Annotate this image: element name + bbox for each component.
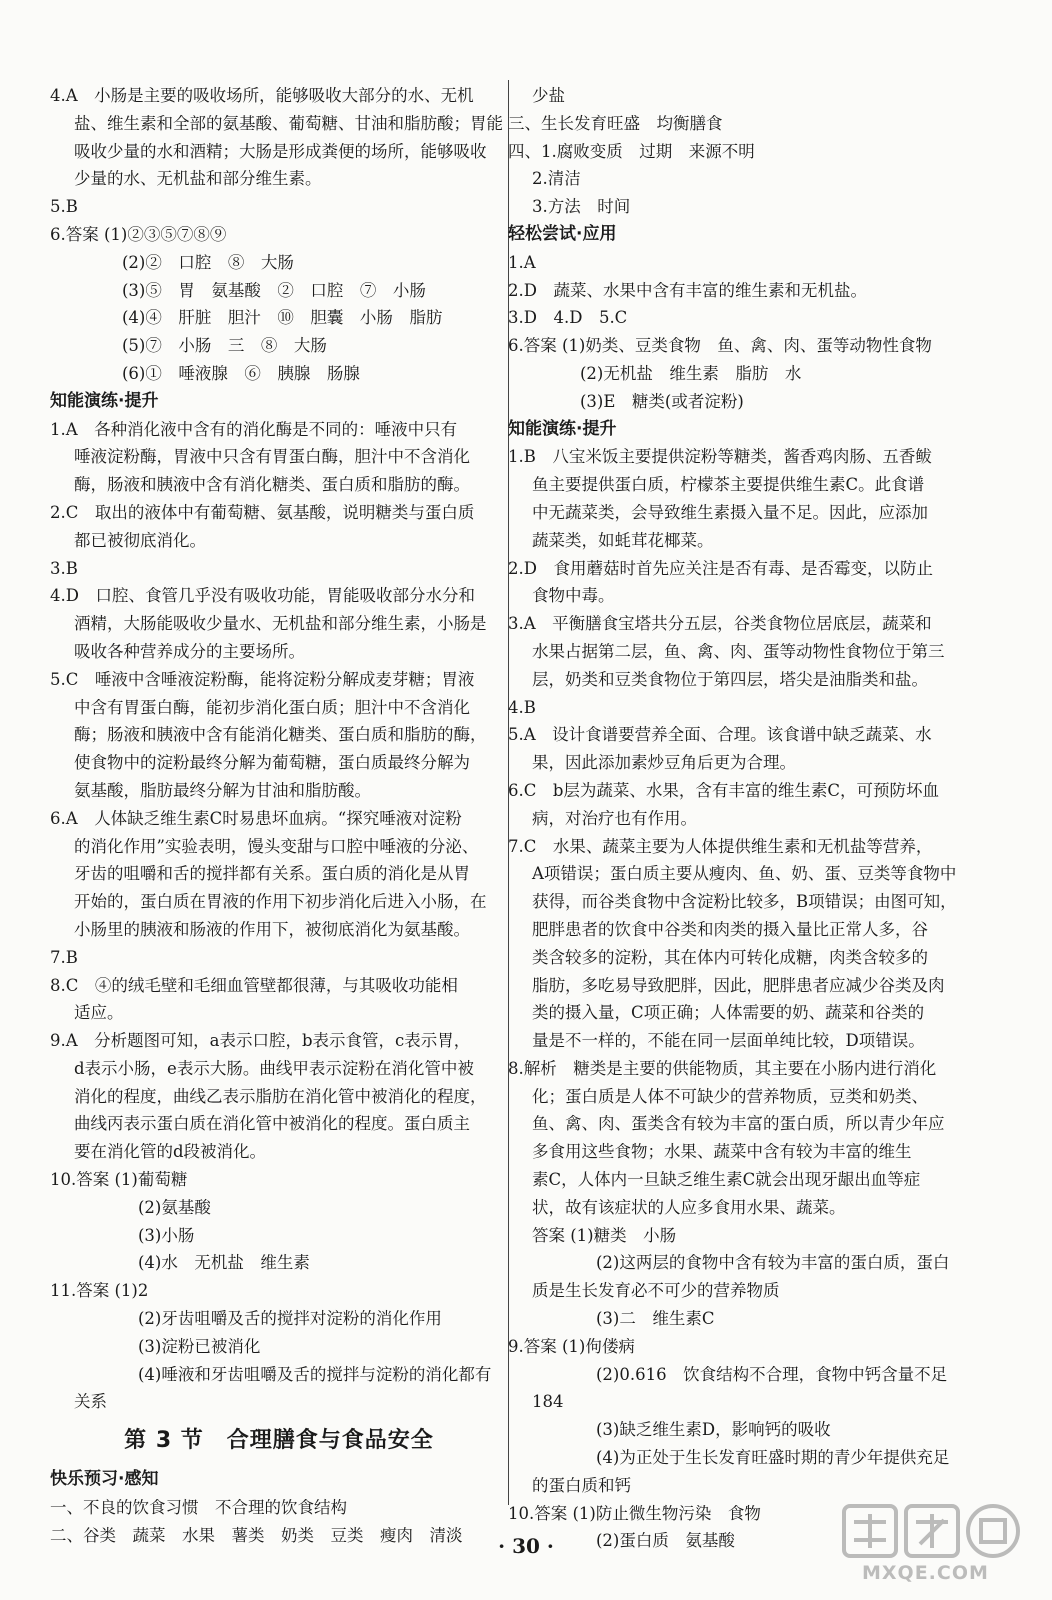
answer-line: 9.A 分析题图可知，a表示口腔，b表示食管，c表示胃， <box>50 1031 471 1051</box>
answer-line: 5.C 唾液中含唾液淀粉酶，能将淀粉分解成麦芽糖；胃液 <box>50 669 475 689</box>
answer-line: 的消化作用”实验表明，馒头变甜与口腔中唾液的分泌、 <box>74 836 479 856</box>
answer-line: 鱼、禽、肉、蛋类含有较为丰富的蛋白质，所以青少年应 <box>532 1114 945 1134</box>
answer-line: (2)蛋白质 氨基酸 <box>596 1531 735 1551</box>
answer-line: 肥胖患者的饮食中谷类和肉类的摄入量比正常人多，谷 <box>532 919 928 939</box>
section-heading: 知能演练·提升 <box>508 418 617 439</box>
right-column <box>508 82 978 1555</box>
answer-line: 9.答案 (1)佝偻病 <box>508 1336 635 1356</box>
answer-line: 1.A <box>508 252 536 272</box>
answer-line: (2)这两层的食物中含有较为丰富的蛋白质，蛋白 <box>596 1253 950 1273</box>
answer-line: 7.B <box>50 947 78 967</box>
answer-line: 少量的水、无机盐和部分维生素。 <box>74 169 322 189</box>
answer-line: (4)唾液和牙齿咀嚼及舌的搅拌与淀粉的消化都有 <box>138 1364 492 1384</box>
answer-line: 要在消化管的d段被消化。 <box>74 1142 267 1162</box>
answer-line: 水果占据第二层，鱼、禽、肉、蛋等动物性食物位于第三 <box>532 641 945 661</box>
answer-line: 答案 (1)糖类 小肠 <box>532 1225 677 1245</box>
answer-line: 三、生长发育旺盛 均衡膳食 <box>508 113 723 133</box>
answer-line: 都已被彻底消化。 <box>74 530 206 550</box>
answer-line: 3.A 平衡膳食宝塔共分五层，谷类食物位居底层，蔬菜和 <box>508 614 932 634</box>
answer-line: (2)氨基酸 <box>138 1197 211 1217</box>
answer-line: (2)无机盐 维生素 脂肪 水 <box>580 363 802 383</box>
answer-line: 层，奶类和豆类食物位于第四层，塔尖是油脂类和盐。 <box>532 669 928 689</box>
answer-line: 开始的，蛋白质在胃液的作用下初步消化后进入小肠，在 <box>74 892 487 912</box>
answer-line: 7.C 水果、蔬菜主要为人体提供维生素和无机盐等营养， <box>508 836 933 856</box>
watermark-logo-icon <box>840 1500 1025 1562</box>
answer-line: 蔬菜类，如蚝茸花椰菜。 <box>532 530 714 550</box>
answer-line: 使食物中的淀粉最终分解为葡萄糖，蛋白质最终分解为 <box>74 753 470 773</box>
answer-line: (4)为正处于生长发育旺盛时期的青少年提供充足 <box>596 1448 950 1468</box>
answer-line: 病，对治疗也有作用。 <box>532 808 697 828</box>
answer-line: (4)水 无机盐 维生素 <box>138 1253 310 1273</box>
answer-line: 适应。 <box>74 1003 124 1023</box>
watermark-site: MXQE.COM <box>862 1562 989 1584</box>
watermark-logo <box>840 1500 1025 1590</box>
answer-line: 果，因此添加素炒豆角后更为合理。 <box>532 753 796 773</box>
answer-line: 曲线丙表示蛋白质在消化管中被消化的程度。蛋白质主 <box>74 1114 470 1134</box>
answer-line: (4)④ 肝脏 胆汁 ⑩ 胆囊 小肠 脂肪 <box>122 308 443 328</box>
answer-line: 吸收各种营养成分的主要场所。 <box>74 641 305 661</box>
section-heading: 快乐预习·感知 <box>50 1469 159 1490</box>
answer-line: (2)0.616 饮食结构不合理，食物中钙含量不足 <box>596 1364 948 1384</box>
answer-line: 184 <box>532 1392 564 1412</box>
answer-line: 的蛋白质和钙 <box>532 1475 631 1495</box>
answer-line: 6.C b层为蔬菜、水果，含有丰富的维生素C，可预防坏血 <box>508 780 940 800</box>
answer-line: 脂肪，多吃易导致肥胖，因此，肥胖患者应减少谷类及肉 <box>532 975 945 995</box>
answer-line: 四、1.腐败变质 过期 来源不明 <box>508 141 755 161</box>
answer-line: 10.答案 (1)防止微生物污染 食物 <box>508 1503 761 1523</box>
answer-line: (3)缺乏维生素D，影响钙的吸收 <box>596 1420 831 1440</box>
answer-line: (2)牙齿咀嚼及舌的搅拌对淀粉的消化作用 <box>138 1309 442 1329</box>
answer-line: (3)E 糖类(或者淀粉) <box>580 391 744 411</box>
section-heading: 知能演练·提升 <box>50 390 159 411</box>
answer-line: 10.答案 (1)葡萄糖 <box>50 1170 188 1190</box>
answer-line: (5)⑦ 小肠 三 ⑧ 大肠 <box>122 336 327 356</box>
answer-line: 量是不一样的，不能在同一层面单纯比较，D项错误。 <box>532 1031 925 1051</box>
answer-line: (3)⑤ 胃 氨基酸 ② 口腔 ⑦ 小肠 <box>122 280 426 300</box>
answer-line: (2)② 口腔 ⑧ 大肠 <box>122 252 294 272</box>
answer-line: 11.答案 (1)2 <box>50 1281 149 1301</box>
answer-line: 少盐 <box>532 86 565 105</box>
answer-line: 多食用这些食物；水果、蔬菜中含有较为丰富的维生 <box>532 1142 912 1162</box>
answer-line: 6.答案 (1)奶类、豆类食物 鱼、禽、肉、蛋等动物性食物 <box>508 336 932 356</box>
answer-line: 化；蛋白质是人体不可缺少的营养物质，豆类和奶类、 <box>532 1086 928 1106</box>
answer-line: 酒精，大肠能吸收少量水、无机盐和部分维生素，小肠是 <box>74 614 487 634</box>
answer-line: 消化的程度，曲线乙表示脂肪在消化管中被消化的程度， <box>74 1086 487 1106</box>
answer-line: 质是生长发育必不可少的营养物质 <box>532 1281 780 1301</box>
left-column <box>50 82 508 1550</box>
answer-line: 状，故有该症状的人应多食用水果、蔬菜。 <box>532 1197 846 1217</box>
answer-line: 4.B <box>508 697 536 717</box>
answer-line: 鱼主要提供蛋白质，柠檬茶主要提供维生素C。此食谱 <box>532 475 925 495</box>
answer-line: (6)① 唾液腺 ⑥ 胰腺 肠腺 <box>122 363 360 383</box>
answer-line: 类含较多的淀粉，其在体内可转化成糖，肉类含较多的 <box>532 947 928 967</box>
answer-line: 2.D 蔬菜、水果中含有丰富的维生素和无机盐。 <box>508 280 867 300</box>
answer-line: 唾液淀粉酶，胃液中只含有胃蛋白酶，胆汁中不含消化 <box>74 447 470 467</box>
answer-line: 4.A 小肠是主要的吸收场所，能够吸收大部分的水、无机 <box>50 86 474 105</box>
answer-line: 2.D 食用蘑菇时首先应关注是否有毒、是否霉变，以防止 <box>508 558 933 578</box>
answer-line: 牙齿的咀嚼和舌的搅拌都有关系。蛋白质的消化是从胃 <box>74 864 470 884</box>
answer-line: 8.C ④的绒毛壁和毛细血管壁都很薄，与其吸收功能相 <box>50 975 458 995</box>
answer-line: 5.A 设计食谱要营养全面、合理。该食谱中缺乏蔬菜、水 <box>508 725 932 745</box>
answer-line: (3)淀粉已被消化 <box>138 1336 261 1356</box>
answer-line: 6.答案 (1)②③⑤⑦⑧⑨ <box>50 224 227 244</box>
answer-line: 2.清洁 <box>532 169 581 189</box>
answer-line: 氨基酸，脂肪最终分解为甘油和脂肪酸。 <box>74 780 371 800</box>
answer-line: 酶，肠液和胰液中含有消化糖类、蛋白质和脂肪的酶。 <box>74 475 470 495</box>
answer-line: 二、谷类 蔬菜 水果 薯类 奶类 豆类 瘦肉 清淡 <box>50 1525 463 1545</box>
answer-line: 1.A 各种消化液中含有的消化酶是不同的：唾液中只有 <box>50 419 458 439</box>
page-number: · 30 · <box>498 1534 554 1558</box>
answer-line: 一、不良的饮食习惯 不合理的饮食结构 <box>50 1498 347 1518</box>
answer-line: 盐、维生素和全部的氨基酸、葡萄糖、甘油和脂肪酸；胃能 <box>74 113 503 133</box>
answer-line: 酶；肠液和胰液中含有能消化糖类、蛋白质和脂肪的酶， <box>74 725 487 745</box>
answer-line: 类的摄入量，C项正确；人体需要的奶、蔬菜和谷类的 <box>532 1003 925 1023</box>
answer-line: 1.B 八宝米饭主要提供淀粉等糖类，酱香鸡肉肠、五香鲅 <box>508 447 932 467</box>
answer-line: 6.A 人体缺乏维生素C时易患坏血病。“探究唾液对淀粉 <box>50 808 462 828</box>
answer-line: 中含有胃蛋白酶，能初步消化蛋白质；胆汁中不含消化 <box>74 697 470 717</box>
answer-line: 4.D 口腔、食管几乎没有吸收功能，胃能吸收部分水分和 <box>50 586 475 606</box>
answer-line: 8.解析 糖类是主要的供能物质，其主要在小肠内进行消化 <box>508 1058 937 1078</box>
answer-line: 获得，而谷类食物中含淀粉比较多，B项错误；由图可知， <box>532 892 957 912</box>
answer-line: 关系 <box>74 1392 107 1412</box>
answer-line: 素C，人体内一旦缺乏维生素C就会出现牙龈出血等症 <box>532 1170 921 1190</box>
answer-line: 小肠里的胰液和肠液的作用下，被彻底消化为氨基酸。 <box>74 919 470 939</box>
answer-line: 2.C 取出的液体中有葡萄糖、氨基酸，说明糖类与蛋白质 <box>50 502 475 522</box>
answer-line: (3)小肠 <box>138 1225 195 1245</box>
answer-line: A项错误；蛋白质主要从瘦肉、鱼、奶、蛋、豆类等食物中 <box>532 864 957 884</box>
answer-line: 吸收少量的水和酒精；大肠是形成粪便的场所，能够吸收 <box>74 141 487 161</box>
answer-line: 3.D 4.D 5.C <box>508 308 628 328</box>
answer-line: 5.B <box>50 197 78 217</box>
answer-line: 中无蔬菜类，会导致维生素摄入量不足。因此，应添加 <box>532 502 928 522</box>
section-heading: 轻松尝试·应用 <box>508 223 617 244</box>
chapter-title: 第 3 节 合理膳食与食品安全 <box>124 1428 434 1454</box>
answer-line: (3)二 维生素C <box>596 1309 715 1329</box>
answer-line: d表示小肠，e表示大肠。曲线甲表示淀粉在消化管中被 <box>74 1058 474 1078</box>
answer-line: 食物中毒。 <box>532 586 615 606</box>
answer-line: 3.B <box>50 558 78 578</box>
answer-line: 3.方法 时间 <box>532 197 631 217</box>
